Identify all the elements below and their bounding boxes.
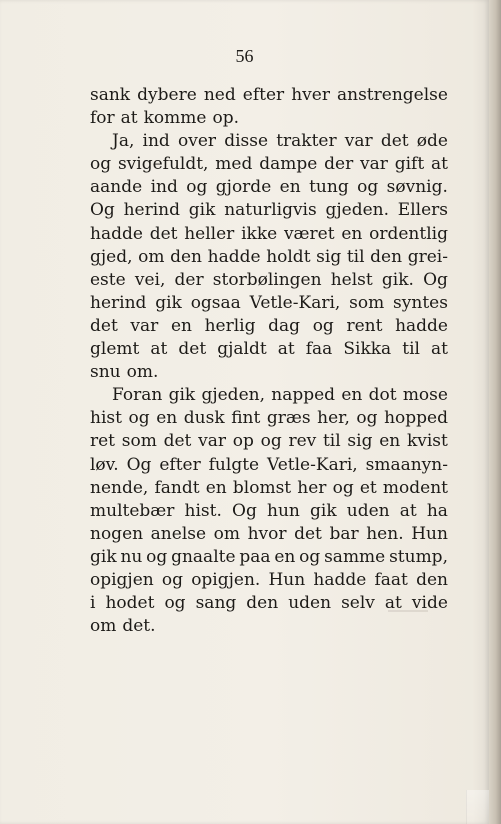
word: fulgte	[208, 454, 260, 475]
text-line	[90, 384, 448, 407]
word: dampe	[259, 154, 318, 175]
text-line	[90, 523, 448, 546]
word: at	[431, 154, 448, 175]
word: selv	[341, 593, 375, 614]
word: det	[149, 223, 178, 244]
text-line	[90, 246, 448, 269]
text-line	[90, 338, 448, 361]
word: gjaldt	[217, 339, 267, 360]
word: hodet	[105, 593, 155, 614]
word: og	[357, 177, 379, 198]
word: til	[322, 431, 341, 452]
word: svigefuldt,	[117, 154, 209, 175]
word: over	[177, 131, 217, 152]
word: det	[178, 339, 207, 360]
word: det	[294, 523, 322, 544]
word: Og	[232, 500, 257, 521]
word: ikke	[241, 223, 278, 244]
word: at	[120, 108, 138, 129]
word: blomst	[232, 477, 292, 498]
word: gik.	[381, 269, 414, 290]
word: hadde	[313, 569, 367, 590]
text-line	[90, 546, 448, 569]
word: hun	[267, 500, 300, 521]
word: rev	[288, 431, 317, 452]
word: Hun	[411, 523, 448, 544]
word: nende,	[90, 477, 149, 498]
text-line	[90, 430, 448, 453]
word: gik	[168, 385, 196, 406]
word: om	[90, 616, 117, 637]
word: Og	[90, 200, 115, 221]
word: Vetle-Kari,	[267, 454, 358, 475]
word: gjeden.	[325, 200, 390, 221]
word: uden	[288, 593, 332, 614]
text-line	[90, 361, 448, 384]
word: hadde	[207, 246, 261, 267]
word: den	[416, 569, 448, 590]
word: ret	[90, 431, 116, 452]
word: i	[90, 593, 96, 614]
word: en	[341, 223, 363, 244]
body-text	[90, 84, 448, 638]
word: anstrengelse	[337, 85, 448, 105]
book-edge	[489, 0, 501, 824]
word: dusk	[183, 408, 225, 429]
word: gift	[394, 154, 425, 175]
word: gnaalte	[171, 546, 236, 567]
word: et	[359, 477, 377, 498]
word: nu	[120, 546, 143, 567]
word: herlig	[204, 315, 256, 336]
word: herind	[123, 200, 181, 221]
word: vei,	[134, 269, 166, 290]
word: her,	[317, 408, 350, 429]
word: ogsaa	[190, 292, 241, 313]
word: gik	[155, 292, 182, 313]
word: for	[90, 108, 115, 129]
word: faat	[374, 569, 408, 590]
word: det.	[122, 616, 156, 637]
word: at	[150, 339, 168, 360]
page-edge-shadow	[473, 0, 489, 824]
word: Vetle-Kari,	[249, 292, 341, 313]
word: var	[360, 154, 388, 175]
word: om.	[126, 362, 159, 383]
text-line	[90, 107, 448, 130]
word: Og	[126, 454, 152, 475]
text-line	[90, 454, 448, 477]
word: dag	[268, 315, 301, 336]
word: til	[402, 339, 420, 360]
word: og	[146, 546, 168, 567]
word: ind	[142, 131, 170, 152]
word: rent	[346, 315, 383, 336]
word: gjed,	[90, 246, 133, 267]
word: aande	[90, 177, 143, 198]
word: ha	[426, 500, 448, 521]
word: smaanyn-	[365, 454, 448, 475]
word: søvnig.	[386, 177, 448, 198]
word: hvor	[247, 523, 287, 544]
word: hver	[291, 85, 330, 105]
word: det	[380, 131, 409, 152]
word: hen.	[366, 523, 404, 544]
word: este	[90, 269, 126, 290]
word: trakter	[276, 131, 337, 152]
text-line	[90, 153, 448, 176]
word: var	[130, 315, 159, 336]
word: grei-	[407, 246, 448, 267]
word: Sikka	[343, 339, 392, 360]
word: ind	[150, 177, 178, 198]
word: Ja,	[112, 131, 135, 152]
word: den	[370, 246, 403, 267]
word: her	[297, 477, 327, 498]
word: og	[161, 569, 184, 590]
word: dot	[368, 385, 397, 406]
word: multebær	[90, 500, 175, 521]
word: mose	[402, 385, 448, 406]
word: anelse	[150, 523, 207, 544]
word: en	[205, 477, 227, 498]
word: sank	[90, 85, 131, 105]
word: en	[156, 408, 178, 429]
word: en	[379, 431, 401, 452]
word: det	[90, 315, 118, 336]
word: kvist	[406, 431, 448, 452]
word: hist	[90, 408, 122, 429]
word: at	[399, 500, 417, 521]
text-line	[90, 292, 448, 315]
word: disse	[224, 131, 269, 152]
word: efter	[242, 85, 285, 105]
word: Hun	[268, 569, 306, 590]
word: hopped	[384, 408, 448, 429]
word: ordentlig	[369, 223, 448, 244]
word: gjeden,	[201, 385, 265, 406]
word: napped	[271, 385, 336, 406]
word: gik	[90, 546, 117, 567]
word: naturligvis	[224, 200, 317, 221]
word: og	[164, 593, 186, 614]
text-line	[90, 500, 448, 523]
word: en	[279, 177, 301, 198]
word: efter	[159, 454, 201, 475]
word: om	[213, 523, 240, 544]
text-line	[90, 199, 448, 222]
word: vide	[411, 593, 448, 614]
word: helst	[330, 269, 373, 290]
text-line	[90, 84, 448, 107]
text-line	[90, 569, 448, 592]
word: herind	[90, 292, 147, 313]
word: at	[431, 339, 448, 360]
word: gjorde	[215, 177, 272, 198]
page-corner	[466, 790, 490, 824]
word: været	[283, 223, 335, 244]
page-number: 56	[235, 46, 254, 66]
word: holdt	[266, 246, 311, 267]
word: øde	[416, 131, 448, 152]
word: faa	[305, 339, 333, 360]
word: sig	[347, 431, 373, 452]
word: og	[90, 154, 112, 175]
word: hadde	[395, 315, 448, 336]
word: syntes	[393, 292, 448, 313]
word: græs	[266, 408, 311, 429]
word: det	[163, 431, 192, 452]
word: der	[324, 154, 354, 175]
word: om	[138, 246, 165, 267]
word: at	[277, 339, 295, 360]
word: op.	[212, 108, 239, 129]
word: uden	[346, 500, 390, 521]
word: opigjen.	[191, 569, 261, 590]
word: til	[346, 246, 365, 267]
word: med	[215, 154, 253, 175]
word: dybere	[137, 85, 197, 105]
word: modent	[382, 477, 448, 498]
bleed-through-mark	[388, 610, 428, 612]
word: opigjen	[90, 569, 154, 590]
word: Og	[423, 269, 448, 290]
word: den	[170, 246, 203, 267]
word: tung	[309, 177, 349, 198]
text-line	[90, 223, 448, 246]
word: hadde	[90, 223, 143, 244]
word: bar	[329, 523, 359, 544]
word: sang	[195, 593, 237, 614]
word: storbølingen	[212, 269, 322, 290]
word: sig	[316, 246, 342, 267]
word: og	[356, 408, 378, 429]
word: at	[384, 593, 402, 614]
text-line	[90, 615, 448, 638]
word: nogen	[90, 523, 144, 544]
word: som	[349, 292, 385, 313]
word: paa	[239, 546, 271, 567]
word: fint	[231, 408, 261, 429]
word: løv.	[90, 454, 119, 475]
word: og	[312, 315, 334, 336]
word: en	[341, 385, 363, 406]
text-line	[90, 477, 448, 500]
word: den	[246, 593, 279, 614]
word: og	[186, 177, 208, 198]
word: snu	[90, 362, 121, 383]
text-line	[90, 407, 448, 430]
word: heller	[184, 223, 235, 244]
word: samme	[324, 546, 386, 567]
word: hist.	[184, 500, 222, 521]
word: en	[170, 315, 192, 336]
word: en	[274, 546, 296, 567]
word: gik	[310, 500, 337, 521]
word: som	[121, 431, 157, 452]
word: og	[299, 546, 321, 567]
text-line	[90, 315, 448, 338]
word: gik	[188, 200, 216, 221]
word: og	[260, 431, 282, 452]
word: der	[174, 269, 204, 290]
word: ned	[203, 85, 236, 105]
word: fandt	[154, 477, 200, 498]
word: glemt	[90, 339, 140, 360]
text-line	[90, 130, 448, 153]
word: var	[344, 131, 373, 152]
word: stump,	[389, 546, 448, 567]
text-line	[90, 176, 448, 199]
word: Ellers	[397, 200, 448, 221]
word: komme	[143, 108, 207, 129]
word: op	[232, 431, 254, 452]
word: og	[128, 408, 150, 429]
word: var	[198, 431, 226, 452]
text-line	[90, 269, 448, 292]
word: Foran	[112, 385, 163, 406]
word: og	[332, 477, 354, 498]
